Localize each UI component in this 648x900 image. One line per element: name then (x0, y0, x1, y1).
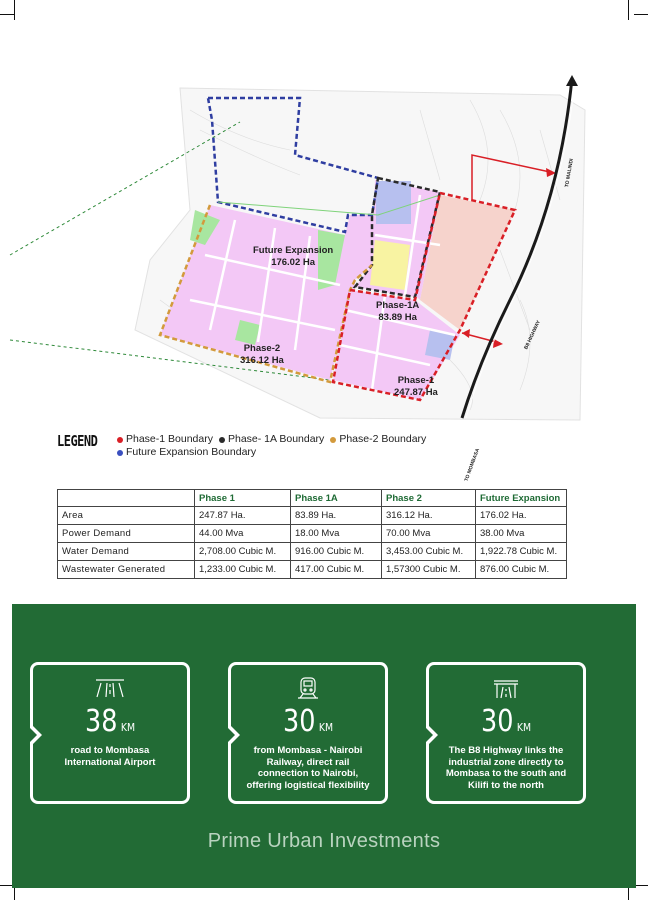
table-cell: 876.00 Cubic M. (476, 561, 567, 579)
phase2-area: 316.12 Ha (240, 355, 284, 366)
legend-dot-phase2 (330, 437, 336, 443)
legend-title: LEGEND (57, 432, 98, 450)
table-cell: 316.12 Ha. (382, 507, 476, 525)
table-cell: 1,233.00 Cubic M. (195, 561, 291, 579)
table-cell: 1,922.78 Cubic M. (476, 543, 567, 561)
phase-demand-table (57, 489, 567, 579)
highway-icon (429, 677, 583, 699)
legend-item-phase2 (330, 433, 426, 446)
crop-mark-bottom-right-h (634, 885, 648, 886)
legend-dot-phase1a (219, 437, 225, 443)
map-label-phase1 (394, 375, 438, 399)
legend-row-2 (117, 446, 517, 459)
legend-dot-future (117, 450, 123, 456)
legend-label-phase1a: Phase- 1A Boundary (227, 433, 325, 445)
legend-item-phase1a (219, 433, 324, 446)
road-label-b8-highway: B8 HIGHWAY (523, 319, 542, 351)
card-value: 30 (480, 704, 514, 739)
table-cell-label: Water Demand (58, 543, 195, 561)
footer-brand: Prime Urban Investments (207, 830, 441, 852)
map-label-phase2 (240, 343, 284, 367)
table-cell: 38.00 Mva (476, 525, 567, 543)
table-cell: 1,57300 Cubic M. (382, 561, 476, 579)
legend-row-1 (117, 433, 517, 446)
card-description: from Mombasa - Nairobi Railway, direct rail connection to Nairobi, offering logistical flexibility (246, 745, 370, 791)
crop-mark-top-left (14, 0, 15, 20)
table-cell: 247.87 Ha. (195, 507, 291, 525)
legend-label-future: Future Expansion Boundary (126, 446, 257, 458)
table-cell: 83.89 Ha. (291, 507, 382, 525)
card-airport-distance (30, 662, 190, 804)
crop-mark-left-v (0, 14, 14, 15)
table-cell: 70.00 Mva (382, 525, 476, 543)
table-cell: 18.00 Mva (291, 525, 382, 543)
table-header-phase1a: Phase 1A (291, 490, 382, 507)
table-cell-label: Wastewater Generated (58, 561, 195, 579)
map-label-phase1a (376, 300, 419, 324)
legend-dot-phase1 (117, 437, 123, 443)
legend-item-future (117, 446, 256, 459)
card-unit: KM (120, 721, 136, 734)
table-cell: 417.00 Cubic M. (291, 561, 382, 579)
card-notch-inner (30, 728, 37, 742)
table-header-phase2: Phase 2 (382, 490, 476, 507)
table-cell-label: Power Demand (58, 525, 195, 543)
table-row (58, 525, 567, 543)
legend (117, 433, 517, 459)
table-cell: 3,453.00 Cubic M. (382, 543, 476, 561)
card-stat (441, 705, 572, 745)
table-cell-label: Area (58, 507, 195, 525)
table-header-future: Future Expansion (476, 490, 567, 507)
table-header-empty (58, 490, 195, 507)
card-highway-distance (426, 662, 586, 804)
table-cell: 44.00 Mva (195, 525, 291, 543)
legend-label-phase2: Phase-2 Boundary (339, 433, 427, 445)
table-row (58, 543, 567, 561)
card-value: 30 (282, 704, 316, 739)
future-expansion-name: Future Expansion (253, 245, 334, 256)
crop-mark-top-right (628, 0, 629, 20)
phase1a-name: Phase-1A (376, 300, 420, 311)
table-row (58, 561, 567, 579)
card-unit: KM (516, 721, 532, 734)
road-label-to-malindi: TO MALINDI (564, 158, 576, 188)
phase1a-area: 83.89 Ha (378, 312, 417, 323)
road-label-to-mombasa: TO MOMBASA (463, 447, 482, 483)
table-cell: 916.00 Cubic M. (291, 543, 382, 561)
card-description: road to Mombasa International Airport (64, 745, 156, 768)
legend-label-phase1: Phase-1 Boundary (126, 433, 213, 445)
legend-item-phase1 (117, 433, 213, 446)
card-notch-inner (426, 728, 433, 742)
card-notch-inner (228, 728, 235, 742)
card-description: The B8 Highway links the industrial zone directly to Mombasa to the south and Kilifi to the north (445, 745, 567, 791)
table-header-row (58, 490, 567, 507)
card-unit: KM (318, 721, 334, 734)
phase2-name: Phase-2 (243, 343, 281, 354)
phase1-area: 247.87 Ha (394, 387, 438, 398)
table-cell: 176.02 Ha. (476, 507, 567, 525)
table-row (58, 507, 567, 525)
map-label-future-expansion (253, 245, 333, 269)
card-stat (243, 705, 374, 745)
table-cell: 2,708.00 Cubic M. (195, 543, 291, 561)
future-expansion-area: 176.02 Ha (271, 257, 316, 268)
card-railway-distance (228, 662, 388, 804)
road-icon (33, 677, 187, 699)
phase1-name: Phase-1 (397, 375, 435, 386)
crop-mark-right-v (634, 14, 648, 15)
card-value: 38 (84, 704, 118, 739)
train-icon (231, 677, 385, 699)
table-header-phase1: Phase 1 (195, 490, 291, 507)
card-stat (45, 705, 176, 745)
